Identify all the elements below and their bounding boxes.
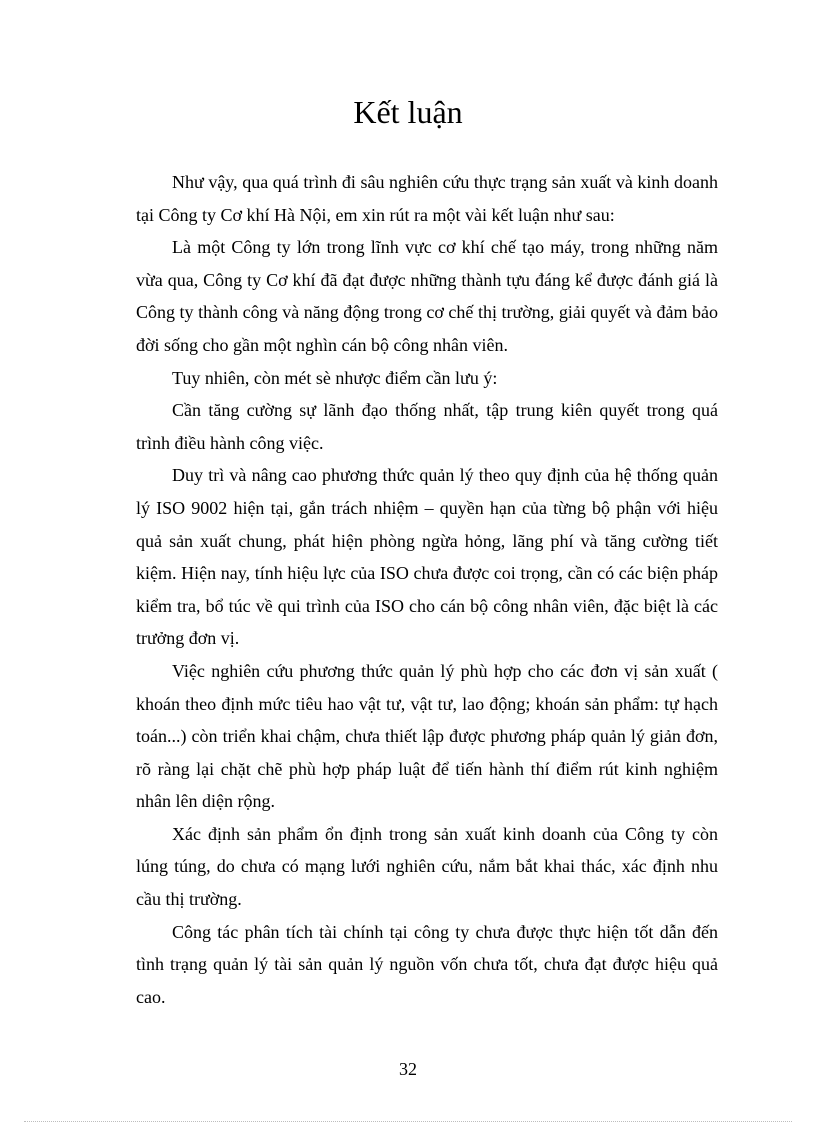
paragraph-6: Việc nghiên cứu phương thức quản lý phù hợp cho các đơn vị sản xuất ( khoán theo định mức tiêu hao vật tư, vật tư, lao động; khoán sản phẩm: tự hạch toán...) còn triển khai chậm, chưa thiết lập được phương pháp quản lý giản đơn, rõ ràng lại chặt chẽ phù hợp pháp luật để tiến hành thí điểm rút kinh nghiệm nhân lên diện rộng. bbox=[136, 660, 718, 812]
body-text bbox=[136, 166, 718, 1013]
page-bottom-divider bbox=[24, 1121, 792, 1122]
paragraph-1: Như vậy, qua quá trình đi sâu nghiên cứu thực trạng sản xuất và kinh doanh tại Công ty Cơ khí Hà Nội, em xin rút ra một vài kết luận như sau: bbox=[136, 172, 718, 225]
paragraph-3: Tuy nhiên, còn mét sè nhược điểm cần lưu ý: bbox=[172, 367, 498, 388]
paragraph-4: Cần tăng cường sự lãnh đạo thống nhất, tập trung kiên quyết trong quá trình điều hành công việc. bbox=[136, 400, 718, 453]
page-title: Kết luận bbox=[353, 94, 463, 130]
paragraph-2: Là một Công ty lớn trong lĩnh vực cơ khí chế tạo máy, trong những năm vừa qua, Công ty Cơ khí đã đạt được những thành tựu đáng kể được đánh giá là Công ty thành công và năng động trong cơ chế thị trường, giải quyết và đảm bảo đời sống cho gần một nghìn cán bộ công nhân viên. bbox=[136, 237, 718, 355]
paragraph-5: Duy trì và nâng cao phương thức quản lý theo quy định của hệ thống quản lý ISO 9002 hiện tại, gắn trách nhiệm – quyền hạn của từng bộ phận với hiệu quả sản xuất chung, phát hiện phòng ngừa hỏng, lãng phí và tăng cường tiết kiệm. Hiện nay, tính hiệu lực của ISO chưa được coi trọng, cần có các biện pháp kiểm tra, bổ túc về qui trình của ISO cho cán bộ công nhân viên, đặc biệt là các trưởng đơn vị. bbox=[136, 465, 718, 649]
paragraph-8: Công tác phân tích tài chính tại công ty chưa được thực hiện tốt dẫn đến tình trạng quản lý tài sản quản lý nguồn vốn chưa tốt, chưa đạt được hiệu quả cao. bbox=[136, 921, 718, 1007]
paragraph-7: Xác định sản phẩm ổn định trong sản xuất kinh doanh của Công ty còn lúng túng, do chưa có mạng lưới nghiên cứu, nắm bắt khai thác, xác định nhu cầu thị trường. bbox=[136, 823, 718, 910]
page-number: 32 bbox=[399, 1059, 417, 1079]
